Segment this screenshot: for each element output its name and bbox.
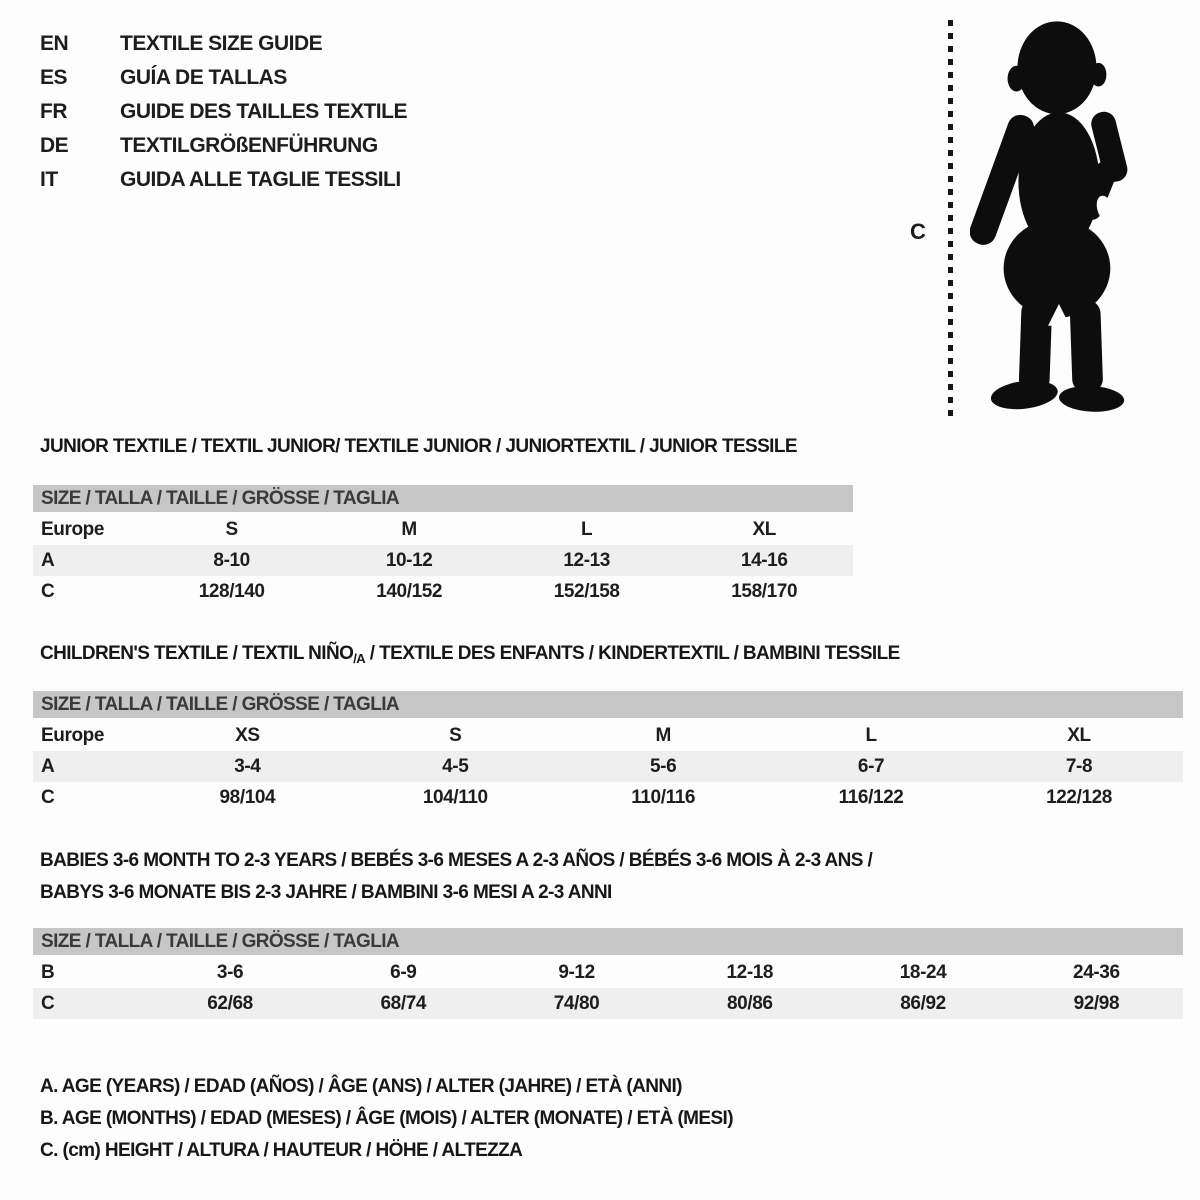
height-measure-dashed-line bbox=[948, 20, 953, 416]
language-row bbox=[40, 27, 407, 61]
table-cell: XL bbox=[752, 518, 776, 540]
table-cell: 6-9 bbox=[390, 961, 417, 983]
section-title-children-text: / TEXTILE DES ENFANTS / KINDERTEXTIL / BAMBINI TESSILE bbox=[365, 643, 900, 664]
table-cell: 3-4 bbox=[143, 751, 351, 782]
table-row bbox=[33, 720, 1183, 751]
language-row bbox=[40, 163, 407, 197]
table-row bbox=[33, 514, 853, 545]
table-cell: 122/128 bbox=[1046, 786, 1112, 808]
table-cell: 5-6 bbox=[559, 751, 767, 782]
size-header-bar: SIZE / TALLA / TAILLE / GRÖSSE / TAGLIA bbox=[33, 928, 1183, 955]
table-cell: 7-8 bbox=[975, 751, 1183, 782]
size-header-bar: SIZE / TALLA / TAILLE / GRÖSSE / TAGLIA bbox=[33, 691, 1183, 718]
row-label-cell: C bbox=[41, 786, 55, 808]
language-row bbox=[40, 95, 407, 129]
table-cell: M bbox=[655, 724, 671, 746]
guide-title: GUIDA ALLE TAGLIE TESSILI bbox=[120, 168, 401, 191]
table-cell: 140/152 bbox=[376, 580, 443, 602]
row-label-cell: A bbox=[33, 545, 143, 576]
table-cell: 68/74 bbox=[317, 988, 490, 1019]
table-cell: L bbox=[581, 518, 593, 540]
guide-title: GUÍA DE TALLAS bbox=[120, 66, 287, 89]
table-cell: 18-24 bbox=[899, 961, 947, 983]
language-code: IT bbox=[40, 168, 58, 191]
table-cell: 110/116 bbox=[631, 786, 696, 808]
table-cell: 14-16 bbox=[675, 545, 853, 576]
height-measure-label: C bbox=[910, 219, 926, 244]
table-cell: 62/68 bbox=[143, 988, 316, 1019]
table-cell: 9-12 bbox=[558, 961, 595, 983]
table-row bbox=[33, 545, 853, 576]
row-label-cell: B bbox=[41, 961, 55, 983]
language-row bbox=[40, 61, 407, 95]
table-cell: 3-6 bbox=[216, 961, 244, 983]
table-cell: 12-13 bbox=[498, 545, 676, 576]
legend-line-c: C. (cm) HEIGHT / ALTURA / HAUTEUR / HÖHE / ALTEZZA bbox=[40, 1140, 523, 1161]
section-title-babies-line1: BABIES 3-6 MONTH TO 2-3 YEARS / BEBÉS 3-6 MESES A 2-3 AÑOS / BÉBÉS 3-6 MOIS À 2-3 ANS / bbox=[40, 850, 873, 871]
language-code: ES bbox=[40, 66, 68, 89]
table-cell: 12-18 bbox=[726, 961, 774, 983]
section-title-children-subscript: /A bbox=[353, 651, 366, 666]
table-row bbox=[33, 751, 1183, 782]
table-row bbox=[33, 957, 1183, 988]
language-title-list bbox=[40, 27, 407, 197]
guide-title: GUIDE DES TAILLES TEXTILE bbox=[120, 100, 407, 123]
table-cell: 6-7 bbox=[767, 751, 975, 782]
table-cell: XL bbox=[1067, 724, 1091, 746]
legend-line-b: B. AGE (MONTHS) / EDAD (MESES) / ÂGE (MOIS) / ALTER (MONATE) / ETÀ (MESI) bbox=[40, 1108, 733, 1129]
table-cell: XS bbox=[235, 724, 260, 746]
table-row bbox=[33, 988, 1183, 1019]
table-cell: 128/140 bbox=[198, 580, 265, 602]
table-cell: M bbox=[401, 518, 417, 540]
row-label-cell: C bbox=[41, 580, 55, 602]
guide-title: TEXTILGRÖßENFÜHRUNG bbox=[120, 134, 378, 157]
table-cell: 116/122 bbox=[838, 786, 904, 808]
language-code: FR bbox=[40, 100, 67, 123]
table-cell: 152/158 bbox=[553, 580, 620, 602]
row-label-cell: A bbox=[33, 751, 143, 782]
section-title-babies-line2: BABYS 3-6 MONATE BIS 2-3 JAHRE / BAMBINI 3-6 MESI A 2-3 ANNI bbox=[40, 882, 612, 903]
table-cell: 8-10 bbox=[143, 545, 321, 576]
language-row bbox=[40, 129, 407, 163]
language-code: EN bbox=[40, 32, 69, 55]
table-cell: 4-5 bbox=[351, 751, 559, 782]
table-cell: 86/92 bbox=[836, 988, 1009, 1019]
guide-title: TEXTILE SIZE GUIDE bbox=[120, 32, 323, 55]
table-cell: 80/86 bbox=[663, 988, 836, 1019]
table-cell: L bbox=[865, 724, 877, 746]
table-cell: 104/110 bbox=[422, 786, 488, 808]
table-cell: 24-36 bbox=[1073, 961, 1120, 983]
table-row bbox=[33, 576, 853, 607]
section-title-babies bbox=[40, 845, 872, 909]
measurement-legend bbox=[40, 1071, 733, 1167]
table-cell: 158/170 bbox=[731, 580, 798, 602]
legend-line-a: A. AGE (YEARS) / EDAD (AÑOS) / ÂGE (ANS) / ALTER (JAHRE) / ETÀ (ANNI) bbox=[40, 1076, 682, 1097]
babies-size-table bbox=[33, 928, 1183, 1019]
table-cell: 10-12 bbox=[320, 545, 498, 576]
table-cell: 92/98 bbox=[1010, 988, 1183, 1019]
section-title-children-text: CHILDREN'S TEXTILE / TEXTIL NIÑO bbox=[40, 643, 354, 664]
section-title-children bbox=[40, 643, 900, 666]
table-cell: 98/104 bbox=[219, 786, 276, 808]
table-cell: S bbox=[449, 724, 462, 746]
table-cell: S bbox=[225, 518, 238, 540]
table-cell: 74/80 bbox=[490, 988, 663, 1019]
section-title-junior: JUNIOR TEXTILE / TEXTIL JUNIOR/ TEXTILE JUNIOR / JUNIORTEXTIL / JUNIOR TESSILE bbox=[40, 436, 797, 457]
size-header-bar: SIZE / TALLA / TAILLE / GRÖSSE / TAGLIA bbox=[33, 485, 853, 512]
row-label-cell: C bbox=[33, 988, 143, 1019]
language-code: DE bbox=[40, 134, 69, 157]
table-row bbox=[33, 782, 1183, 813]
children-size-table bbox=[33, 691, 1183, 813]
baby-silhouette-icon bbox=[970, 12, 1138, 420]
row-label-cell: Europe bbox=[41, 518, 105, 540]
row-label-cell: Europe bbox=[41, 724, 105, 746]
junior-size-table bbox=[33, 485, 853, 607]
